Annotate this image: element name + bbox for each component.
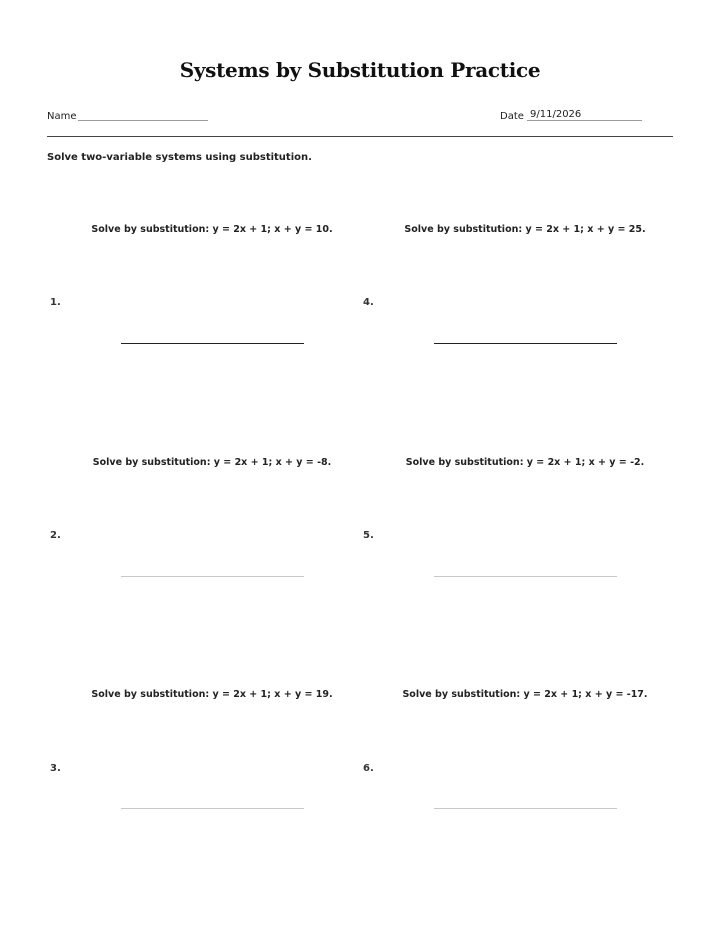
problem-prompt-2: Solve by substitution: y = 2x + 1; x + y = -8.: [92, 457, 332, 468]
problem-prompt-6: Solve by substitution: y = 2x + 1; x + y = -17.: [402, 689, 648, 700]
date-field-line[interactable]: [527, 120, 642, 121]
answer-line-6[interactable]: [434, 808, 617, 809]
problem-number-1: 1.: [50, 297, 61, 308]
problem-number-3: 3.: [50, 763, 61, 774]
answer-line-5[interactable]: [434, 576, 617, 577]
header-divider: [47, 136, 673, 137]
problem-number-6: 6.: [363, 763, 374, 774]
instructions: Solve two-variable systems using substitution.: [47, 152, 312, 163]
worksheet-title: Systems by Substitution Practice: [179, 58, 541, 82]
problem-prompt-3: Solve by substitution: y = 2x + 1; x + y = 19.: [91, 689, 333, 700]
answer-line-1[interactable]: [121, 343, 304, 344]
date-label: Date: [500, 111, 524, 122]
answer-line-2[interactable]: [121, 576, 304, 577]
problem-prompt-1: Solve by substitution: y = 2x + 1; x + y = 10.: [91, 224, 333, 235]
name-label: Name: [47, 111, 77, 122]
problem-number-2: 2.: [50, 530, 61, 541]
problem-prompt-5: Solve by substitution: y = 2x + 1; x + y = -2.: [405, 457, 645, 468]
problem-prompt-4: Solve by substitution: y = 2x + 1; x + y = 25.: [404, 224, 646, 235]
problem-number-5: 5.: [363, 530, 374, 541]
problem-number-4: 4.: [363, 297, 374, 308]
answer-line-3[interactable]: [121, 808, 304, 809]
date-value: 9/11/2026: [530, 109, 582, 120]
answer-line-4[interactable]: [434, 343, 617, 344]
name-field-line[interactable]: [78, 120, 208, 121]
